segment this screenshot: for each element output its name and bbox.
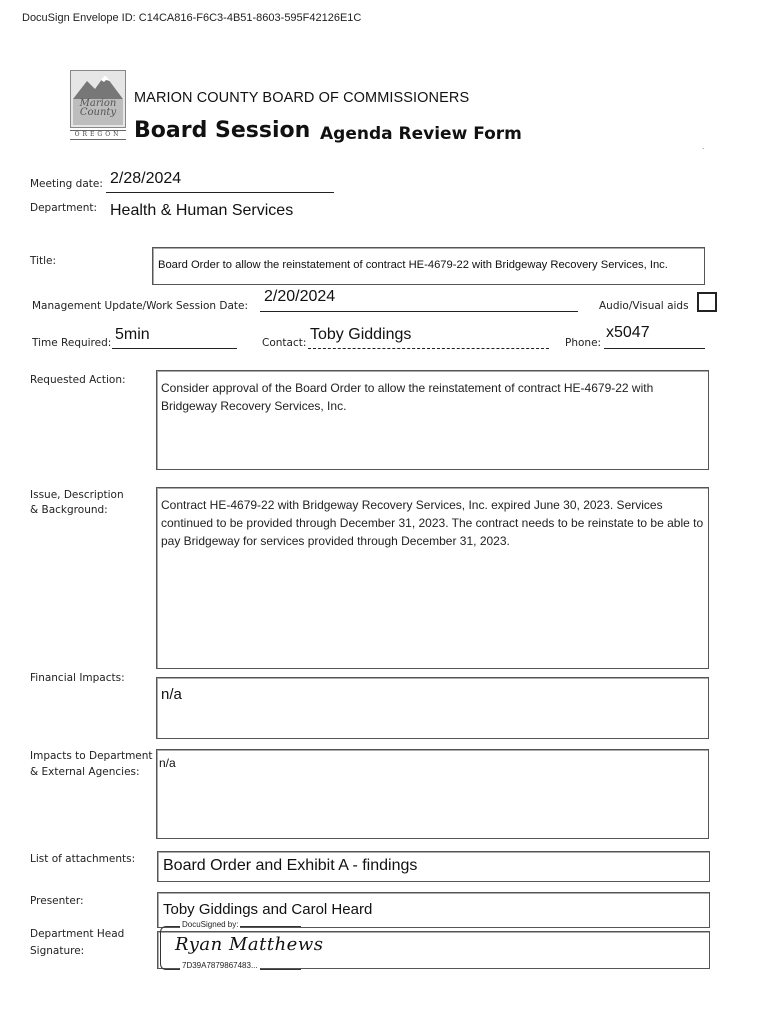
- title-value: Board Order to allow the reinstatement of contract HE-4679-22 with Bridgeway Recovery Services, Inc.: [158, 259, 668, 271]
- meeting-date-field[interactable]: [106, 172, 334, 193]
- docusign-envelope-id: DocuSign Envelope ID: C14CA816-F6C3-4B51-8603-595F42126E1C: [22, 12, 362, 24]
- department-label: Department:: [30, 202, 98, 214]
- title-field[interactable]: [152, 247, 705, 285]
- meeting-date-label: Meeting date:: [30, 178, 103, 190]
- docusigned-caption: DocuSigned by:: [182, 920, 239, 929]
- issue-label-line1: Issue, Description: [30, 489, 124, 501]
- signature-label-line2: Signature:: [30, 945, 85, 957]
- stray-mark: .: [702, 142, 705, 151]
- issue-field[interactable]: [156, 487, 709, 669]
- phone-field[interactable]: [604, 326, 705, 349]
- title-label: Title:: [30, 255, 57, 267]
- attachments-label: List of attachments:: [30, 853, 136, 865]
- issue-value: Contract HE-4679-22 with Bridgeway Recovery Services, Inc. expired June 30, 2023. Services continued to be provided through December 31, 2023. The contract needs to be reinstate to be able to pay Bridgeway for services provided through December 31, 2023.: [161, 498, 704, 548]
- presenter-label: Presenter:: [30, 895, 84, 907]
- handwritten-signature: Ryan Matthews: [175, 934, 324, 955]
- issue-label-line2: & Background:: [30, 504, 108, 516]
- department-value[interactable]: Health & Human Services: [110, 202, 294, 219]
- mgmt-date-label: Management Update/Work Session Date:: [32, 300, 249, 312]
- av-aids-label: Audio/Visual aids: [599, 300, 689, 312]
- impacts-value: n/a: [159, 756, 176, 770]
- logo-emblem: [70, 70, 126, 128]
- impacts-label-line1: Impacts to Department: [30, 750, 153, 762]
- signature-label-line1: Department Head: [30, 928, 125, 940]
- requested-action-label: Requested Action:: [30, 374, 126, 386]
- logo-state-text: OREGON: [70, 130, 126, 140]
- impacts-label-line2: & External Agencies:: [30, 766, 140, 778]
- time-required-label: Time Required:: [32, 337, 112, 349]
- financial-value: n/a: [161, 686, 182, 703]
- marion-county-logo: [70, 70, 125, 142]
- form-title-rest: Agenda Review Form: [320, 124, 522, 144]
- time-required-field[interactable]: [112, 328, 237, 349]
- attachments-field[interactable]: [157, 851, 710, 882]
- attachments-value: Board Order and Exhibit A - findings: [163, 857, 418, 874]
- contact-value: Toby Giddings: [310, 326, 412, 343]
- mgmt-date-value: 2/20/2024: [264, 288, 336, 305]
- meeting-date-value: 2/28/2024: [110, 170, 182, 187]
- presenter-value: Toby Giddings and Carol Heard: [163, 901, 373, 918]
- time-required-value: 5min: [115, 326, 150, 343]
- contact-field[interactable]: [308, 328, 549, 349]
- contact-label: Contact:: [262, 337, 307, 349]
- logo-script-text: Marion County: [79, 98, 117, 118]
- av-aids-checkbox[interactable]: [697, 292, 717, 312]
- phone-value: x5047: [606, 324, 650, 341]
- form-title-bold: Board Session: [134, 118, 311, 143]
- docusign-envelope-code: 7D39A7879867483...: [182, 961, 258, 970]
- financial-field[interactable]: [156, 677, 709, 739]
- financial-label: Financial Impacts:: [30, 672, 125, 684]
- phone-label: Phone:: [565, 337, 602, 349]
- organization-name: MARION COUNTY BOARD OF COMMISSIONERS: [134, 90, 470, 106]
- impacts-field[interactable]: [156, 749, 709, 839]
- requested-action-value: Consider approval of the Board Order to allow the reinstatement of contract HE-4679-22 with Bridgeway Recovery Services, Inc.: [161, 381, 654, 413]
- mgmt-date-field[interactable]: [260, 290, 578, 312]
- requested-action-field[interactable]: [156, 370, 709, 470]
